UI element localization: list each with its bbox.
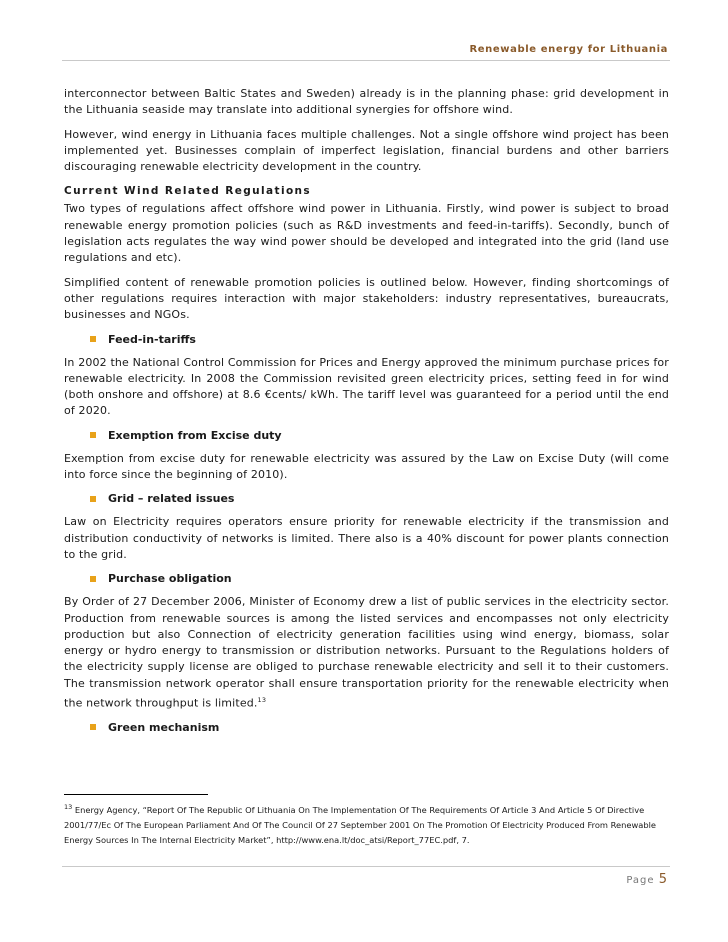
- bullet-label: Exemption from Excise duty: [108, 428, 282, 442]
- running-header: Renewable energy for Lithuania: [469, 44, 668, 55]
- square-bullet-icon: [90, 432, 96, 438]
- paragraph-excise: Exemption from excise duty for renewable electricity was assured by the Law on Excise Duty (will come into force since the beginning of 2010).: [64, 451, 669, 482]
- page-number-value: 5: [658, 872, 668, 887]
- footnote-divider: [64, 794, 208, 795]
- page-label: Page: [626, 875, 655, 886]
- bullet-feed-in-tariffs: [90, 333, 669, 346]
- body-text: [64, 86, 669, 743]
- bullet-purchase-obligation: [90, 572, 669, 585]
- square-bullet-icon: [90, 724, 96, 730]
- square-bullet-icon: [90, 496, 96, 502]
- square-bullet-icon: [90, 576, 96, 582]
- square-bullet-icon: [90, 336, 96, 342]
- bullet-label: Green mechanism: [108, 720, 220, 734]
- footnote-reference[interactable]: 13: [257, 696, 267, 705]
- footnote-text: Energy Agency, “Report Of The Republic Of Lithuania On The Implementation Of The Requirements Of Article 3 And Article 5 Of Directive 2001/77/Ec Of The European Parliament And Of The Council Of 27 September 2001 On The Promotion Of Electricity Produced From Renewable Energy Sources In The Internal Electricity Market”, http://www.ena.lt/doc_atsi/Report_77EC.pdf, 7.: [64, 804, 657, 845]
- bullet-grid-issues: [90, 492, 669, 505]
- footnote: [64, 800, 674, 848]
- footer-divider: [62, 866, 670, 867]
- section-heading: Current Wind Related Regulations: [64, 185, 312, 198]
- bullet-label: Feed-in-tariffs: [108, 332, 196, 346]
- paragraph-grid: Law on Electricity requires operators ensure priority for renewable electricity if the transmission and distribution conductivity of networks is limited. There also is a 40% discount for power plants connection to the grid.: [64, 515, 669, 561]
- bullet-label: Purchase obligation: [108, 572, 232, 586]
- header-divider: [62, 60, 670, 61]
- bullet-label: Grid – related issues: [108, 492, 235, 506]
- footnote-number: 13: [64, 803, 73, 811]
- paragraph-purchase: [64, 594, 669, 712]
- bullet-green-mechanism: [90, 721, 669, 734]
- paragraph-feed-in: In 2002 the National Control Commission for Prices and Energy approved the minimum purchase prices for renewable electricity. In 2008 the Commission revisited green electricity prices, setting feed in for wind (both onshore and offshore) at 8.6 €cents/ kWh. The tariff level was guaranteed for a period until the end of 2020.: [64, 355, 669, 418]
- paragraph-interconnector: interconnector between Baltic States and Sweden) already is in the planning phase: grid development in the Lithuania seaside may translate into additional synergies for offshore wind.: [64, 87, 669, 117]
- paragraph-regulation-types: Two types of regulations affect offshore wind power in Lithuania. Firstly, wind power is subject to broad renewable energy promotion policies (such as R&D investments and feed-in-tariffs). Secondly, bunch of legislation acts regulates the way wind power should be developed and integrated into the grid (land use regulations and etc).: [64, 202, 669, 265]
- paragraph-challenges: However, wind energy in Lithuania faces multiple challenges. Not a single offshore wind project has been implemented yet. Businesses complain of imperfect legislation, financial burdens and other barriers discouraging renewable electricity development in the country.: [64, 127, 669, 174]
- paragraph-purchase-text: By Order of 27 December 2006, Minister of Economy drew a list of public services in the electricity sector. Production from renewable sources is among the listed services and encompasses not only electricity production but also Connection of electricity generation facilities using wind energy, biomass, solar energy or hydro energy to transmission or distribution networks. Pursuant to the Regulations holders of the electricity supply license are obliged to purchase renewable electricity and sell it to their customers. The transmission network operator shall ensure transportation priority for the renewable electricity when the network throughput is limited.: [64, 595, 669, 710]
- paragraph-promotion-policies: Simplified content of renewable promotion policies is outlined below. However, finding shortcomings of other regulations requires interaction with major stakeholders: industry representatives, bureaucrats, businesses and NGOs.: [64, 275, 669, 322]
- bullet-excise-duty: [90, 429, 669, 442]
- page-number: [626, 872, 668, 887]
